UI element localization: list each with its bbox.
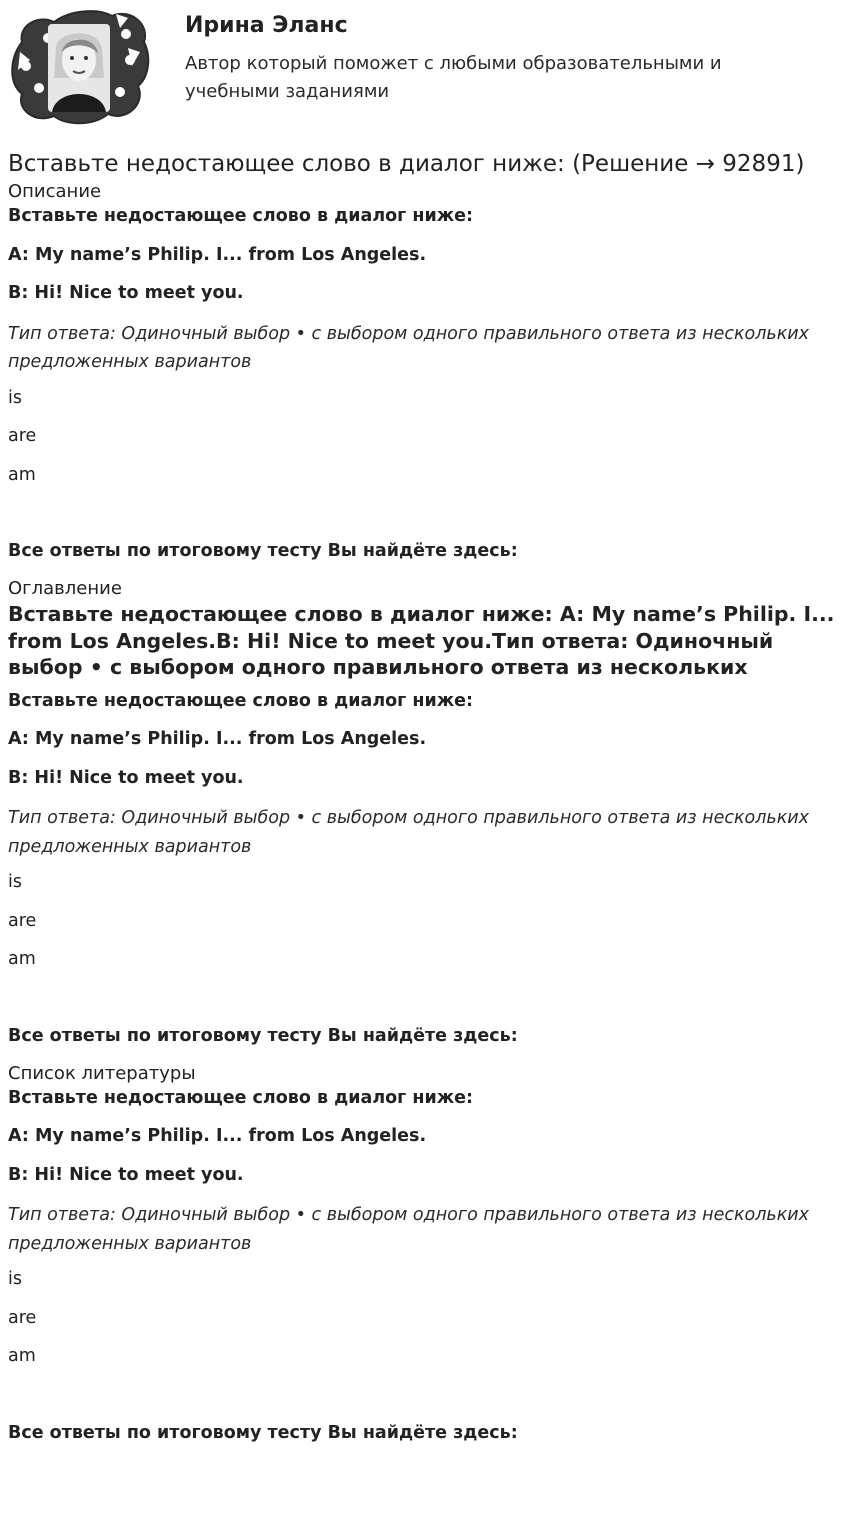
author-avatar[interactable] bbox=[8, 8, 150, 126]
question-text: Вставьте недостающее слово в диалог ниже: bbox=[8, 690, 474, 711]
author-card bbox=[8, 0, 840, 128]
section-description bbox=[8, 180, 840, 563]
dialog-line-a: A: My name’s Philip. I... from Los Angeles. bbox=[8, 729, 427, 749]
answer-option: are bbox=[8, 1307, 37, 1328]
answer-type: Тип ответа: Одиночный выбор • с выбором одного правильного ответа из нескольких предложенных вариантов bbox=[8, 1205, 810, 1254]
page-title: Вставьте недостающее слово в диалог ниже: (Решение → 92891) bbox=[8, 151, 805, 177]
question-block bbox=[8, 204, 840, 563]
section-heading: Вставьте недостающее слово в диалог ниже: A: My name’s Philip. I... from Los Angeles.B: Hi! Nice to meet you.Тип ответа: Одиночный выбор • с выбором одного правильного ответа из нескольких bbox=[8, 602, 835, 679]
answer-option: am bbox=[8, 949, 36, 969]
answer-option: am bbox=[8, 1346, 36, 1366]
section-contents bbox=[8, 577, 840, 1048]
section-label: Оглавление bbox=[8, 578, 122, 599]
answer-option: am bbox=[8, 464, 36, 485]
answer-option: are bbox=[8, 910, 37, 931]
spacer bbox=[8, 1383, 840, 1421]
dialog-line-b: B: Hi! Nice to meet you. bbox=[8, 1164, 244, 1185]
section-label: Список литературы bbox=[8, 1062, 196, 1084]
answer-option: is bbox=[8, 387, 22, 408]
question-block bbox=[8, 689, 840, 1048]
author-description: Автор который поможет с любыми образовательными и учебными заданиями bbox=[185, 53, 722, 102]
answer-option: are bbox=[8, 426, 37, 446]
question-block bbox=[8, 1086, 840, 1445]
all-answers-text: Все ответы по итоговому тесту Вы найдёте здесь: bbox=[8, 541, 518, 561]
all-answers-text: Все ответы по итоговому тесту Вы найдёте здесь: bbox=[8, 1025, 518, 1046]
section-references bbox=[8, 1062, 840, 1445]
dialog-line-b: B: Hi! Nice to meet you. bbox=[8, 283, 244, 303]
page bbox=[8, 0, 840, 1459]
dialog-line-a: A: My name’s Philip. I... from Los Angeles. bbox=[8, 244, 427, 265]
answer-option: is bbox=[8, 872, 22, 892]
question-text: Вставьте недостающее слово в диалог ниже: bbox=[8, 1087, 474, 1108]
answer-type: Тип ответа: Одиночный выбор • с выбором одного правильного ответа из нескольких предложенных вариантов bbox=[8, 323, 810, 372]
answer-type: Тип ответа: Одиночный выбор • с выбором одного правильного ответа из нескольких предложенных вариантов bbox=[8, 808, 810, 857]
author-name[interactable]: Ирина Эланс bbox=[185, 13, 348, 38]
section-label: Описание bbox=[8, 181, 102, 202]
spacer bbox=[8, 986, 840, 1024]
question-text: Вставьте недостающее слово в диалог ниже: bbox=[8, 206, 474, 226]
all-answers-text: Все ответы по итоговому тесту Вы найдёте здесь: bbox=[8, 1422, 518, 1443]
dialog-line-a: A: My name’s Philip. I... from Los Angeles. bbox=[8, 1126, 427, 1146]
answer-option: is bbox=[8, 1269, 22, 1289]
dialog-line-b: B: Hi! Nice to meet you. bbox=[8, 767, 244, 788]
spacer bbox=[8, 501, 840, 539]
